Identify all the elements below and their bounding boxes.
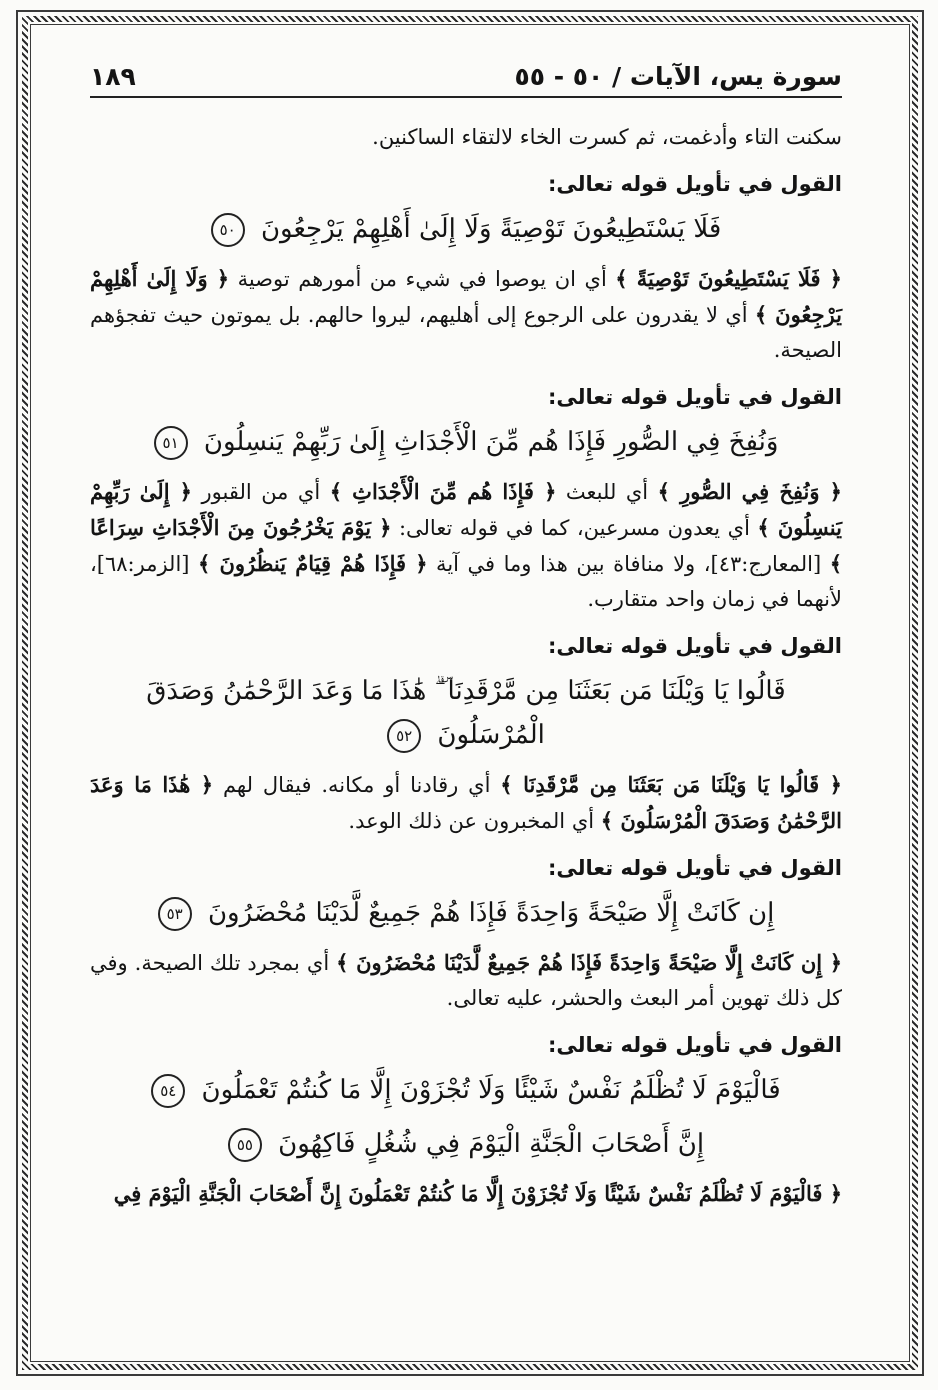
- quoted-verse: ﴿ فَالْيَوْمَ لَا تُظْلَمُ نَفْسٌ شَيْئًا وَلَا تُجْزَوْنَ إِلَّا مَا كُنتُمْ تَعْمَلُونَ إِنَّ أَصْحَابَ الْجَنَّةِ الْيَوْمَ فِي: [113, 1181, 842, 1206]
- commentary-text: [الزمر:٦٨]، لأنهما في زمان واحد متقارب.: [90, 552, 842, 611]
- commentary-text: أي بمجرد تلك الصيحة. وفي كل ذلك تهوين أمر البعث والحشر، عليه تعالى.: [90, 951, 842, 1010]
- commentary-text: أي رقادنا أو مكانه. فيقال لهم: [213, 773, 501, 797]
- commentary-text: أي لا يقدرون على الرجوع إلى أهليهم، ليروا حالهم. بل يموتون حيث تفجؤهم الصيحة.: [90, 303, 842, 362]
- verse-53: [90, 891, 842, 935]
- quoted-verse: ﴿ إِن كَانَتْ إِلَّا صَيْحَةً وَاحِدَةً فَإِذَا هُمْ جَمِيعٌ لَّدَيْنَا مُحْضَرُونَ ﴾: [336, 950, 843, 975]
- book-page: [90, 56, 842, 1346]
- page-header: [90, 56, 842, 98]
- page-number: ١٨٩: [90, 62, 136, 91]
- ayah-number-badge: ٥١: [154, 426, 188, 460]
- verse-55: [90, 1122, 842, 1166]
- commentary-text: أي ان يوصوا في شيء من أمورهم توصية: [229, 267, 616, 291]
- verse-51: [90, 420, 842, 464]
- commentary-50: [90, 261, 842, 368]
- commentary-text: أي للبعث: [556, 480, 658, 504]
- verse-52: [90, 669, 842, 757]
- intro-paragraph: سكنت التاء وأدغمت، ثم كسرت الخاء لالتقاء الساكنين.: [372, 125, 842, 149]
- section-heading: القول في تأويل قوله تعالى:: [548, 1033, 842, 1057]
- commentary-text: أي من القبور: [191, 480, 330, 504]
- quoted-verse: ﴿ قَالُوا يَا وَيْلَنَا مَن بَعَثَنَا مِن مَّرْقَدِنَا ﴾: [500, 772, 842, 797]
- running-title: سورة يس، الآيات / ٥٠ - ٥٥: [514, 62, 842, 91]
- verse-54: [90, 1068, 842, 1112]
- section-heading: القول في تأويل قوله تعالى:: [548, 385, 842, 409]
- quoted-verse: ﴿ وَلَا إِلَىٰ أَهْلِهِمْ يَرْجِعُونَ ﴾: [90, 266, 842, 327]
- section-heading: القول في تأويل قوله تعالى:: [548, 634, 842, 658]
- ayah-number-badge: ٥٣: [158, 897, 192, 931]
- commentary-text: [المعارج:٤٣]، ولا منافاة بين هذا وما في آية: [427, 552, 830, 576]
- commentary-52: [90, 767, 842, 839]
- commentary-54: [90, 1176, 842, 1212]
- section-heading: القول في تأويل قوله تعالى:: [548, 856, 842, 880]
- verse-text: إِن كَانَتْ إِلَّا صَيْحَةً وَاحِدَةً فَإِذَا هُمْ جَمِيعٌ لَّدَيْنَا مُحْضَرُونَ: [207, 898, 775, 928]
- page-content: [90, 98, 842, 1212]
- ayah-number-badge: ٥٢: [387, 719, 421, 753]
- verse-50: [90, 207, 842, 251]
- verse-text: وَنُفِخَ فِي الصُّورِ فَإِذَا هُم مِّنَ الْأَجْدَاثِ إِلَىٰ رَبِّهِمْ يَنسِلُونَ: [203, 427, 779, 457]
- commentary-text: أي يعدون مسرعين، كما في قوله تعالى:: [391, 516, 758, 540]
- commentary-text: أي المخبرون عن ذلك الوعد.: [348, 809, 601, 833]
- verse-text: قَالُوا يَا وَيْلَنَا مَن بَعَثَنَا مِن مَّرْقَدِنَا ۜ ۗ هَٰذَا مَا وَعَدَ الرَّحْمَٰنُ وَصَدَقَ الْمُرْسَلُونَ: [146, 676, 786, 750]
- section-heading: القول في تأويل قوله تعالى:: [548, 172, 842, 196]
- ayah-number-badge: ٥٠: [211, 213, 245, 247]
- verse-text: إِنَّ أَصْحَابَ الْجَنَّةِ الْيَوْمَ فِي شُغُلٍ فَاكِهُونَ: [278, 1129, 705, 1159]
- ayah-number-badge: ٥٥: [228, 1128, 262, 1162]
- quoted-verse: ﴿ يَوْمَ يَخْرُجُونَ مِنَ الْأَجْدَاثِ سِرَاعًا ﴾: [90, 515, 843, 576]
- commentary-51: [90, 474, 842, 617]
- quoted-verse: ﴿ فَإِذَا هُمْ قِيَامٌ يَنظُرُونَ ﴾: [198, 551, 428, 576]
- quoted-verse: ﴿ فَإِذَا هُم مِّنَ الْأَجْدَاثِ ﴾: [329, 479, 557, 504]
- quoted-verse: ﴿ إِلَىٰ رَبِّهِمْ يَنسِلُونَ ﴾: [90, 479, 842, 540]
- ayah-number-badge: ٥٤: [151, 1074, 185, 1108]
- quoted-verse: ﴿ هَٰذَا مَا وَعَدَ الرَّحْمَٰنُ وَصَدَقَ الْمُرْسَلُونَ ﴾: [90, 772, 842, 833]
- verse-text: فَالْيَوْمَ لَا تُظْلَمُ نَفْسٌ شَيْئًا وَلَا تُجْزَوْنَ إِلَّا مَا كُنتُمْ تَعْمَلُونَ: [201, 1075, 781, 1105]
- quoted-verse: ﴿ فَلَا يَسْتَطِيعُونَ تَوْصِيَةً ﴾: [615, 266, 842, 291]
- quoted-verse: ﴿ وَنُفِخَ فِي الصُّورِ ﴾: [657, 479, 842, 504]
- commentary-53: [90, 945, 842, 1016]
- verse-text: فَلَا يَسْتَطِيعُونَ تَوْصِيَةً وَلَا إِلَىٰ أَهْلِهِمْ يَرْجِعُونَ: [260, 214, 722, 244]
